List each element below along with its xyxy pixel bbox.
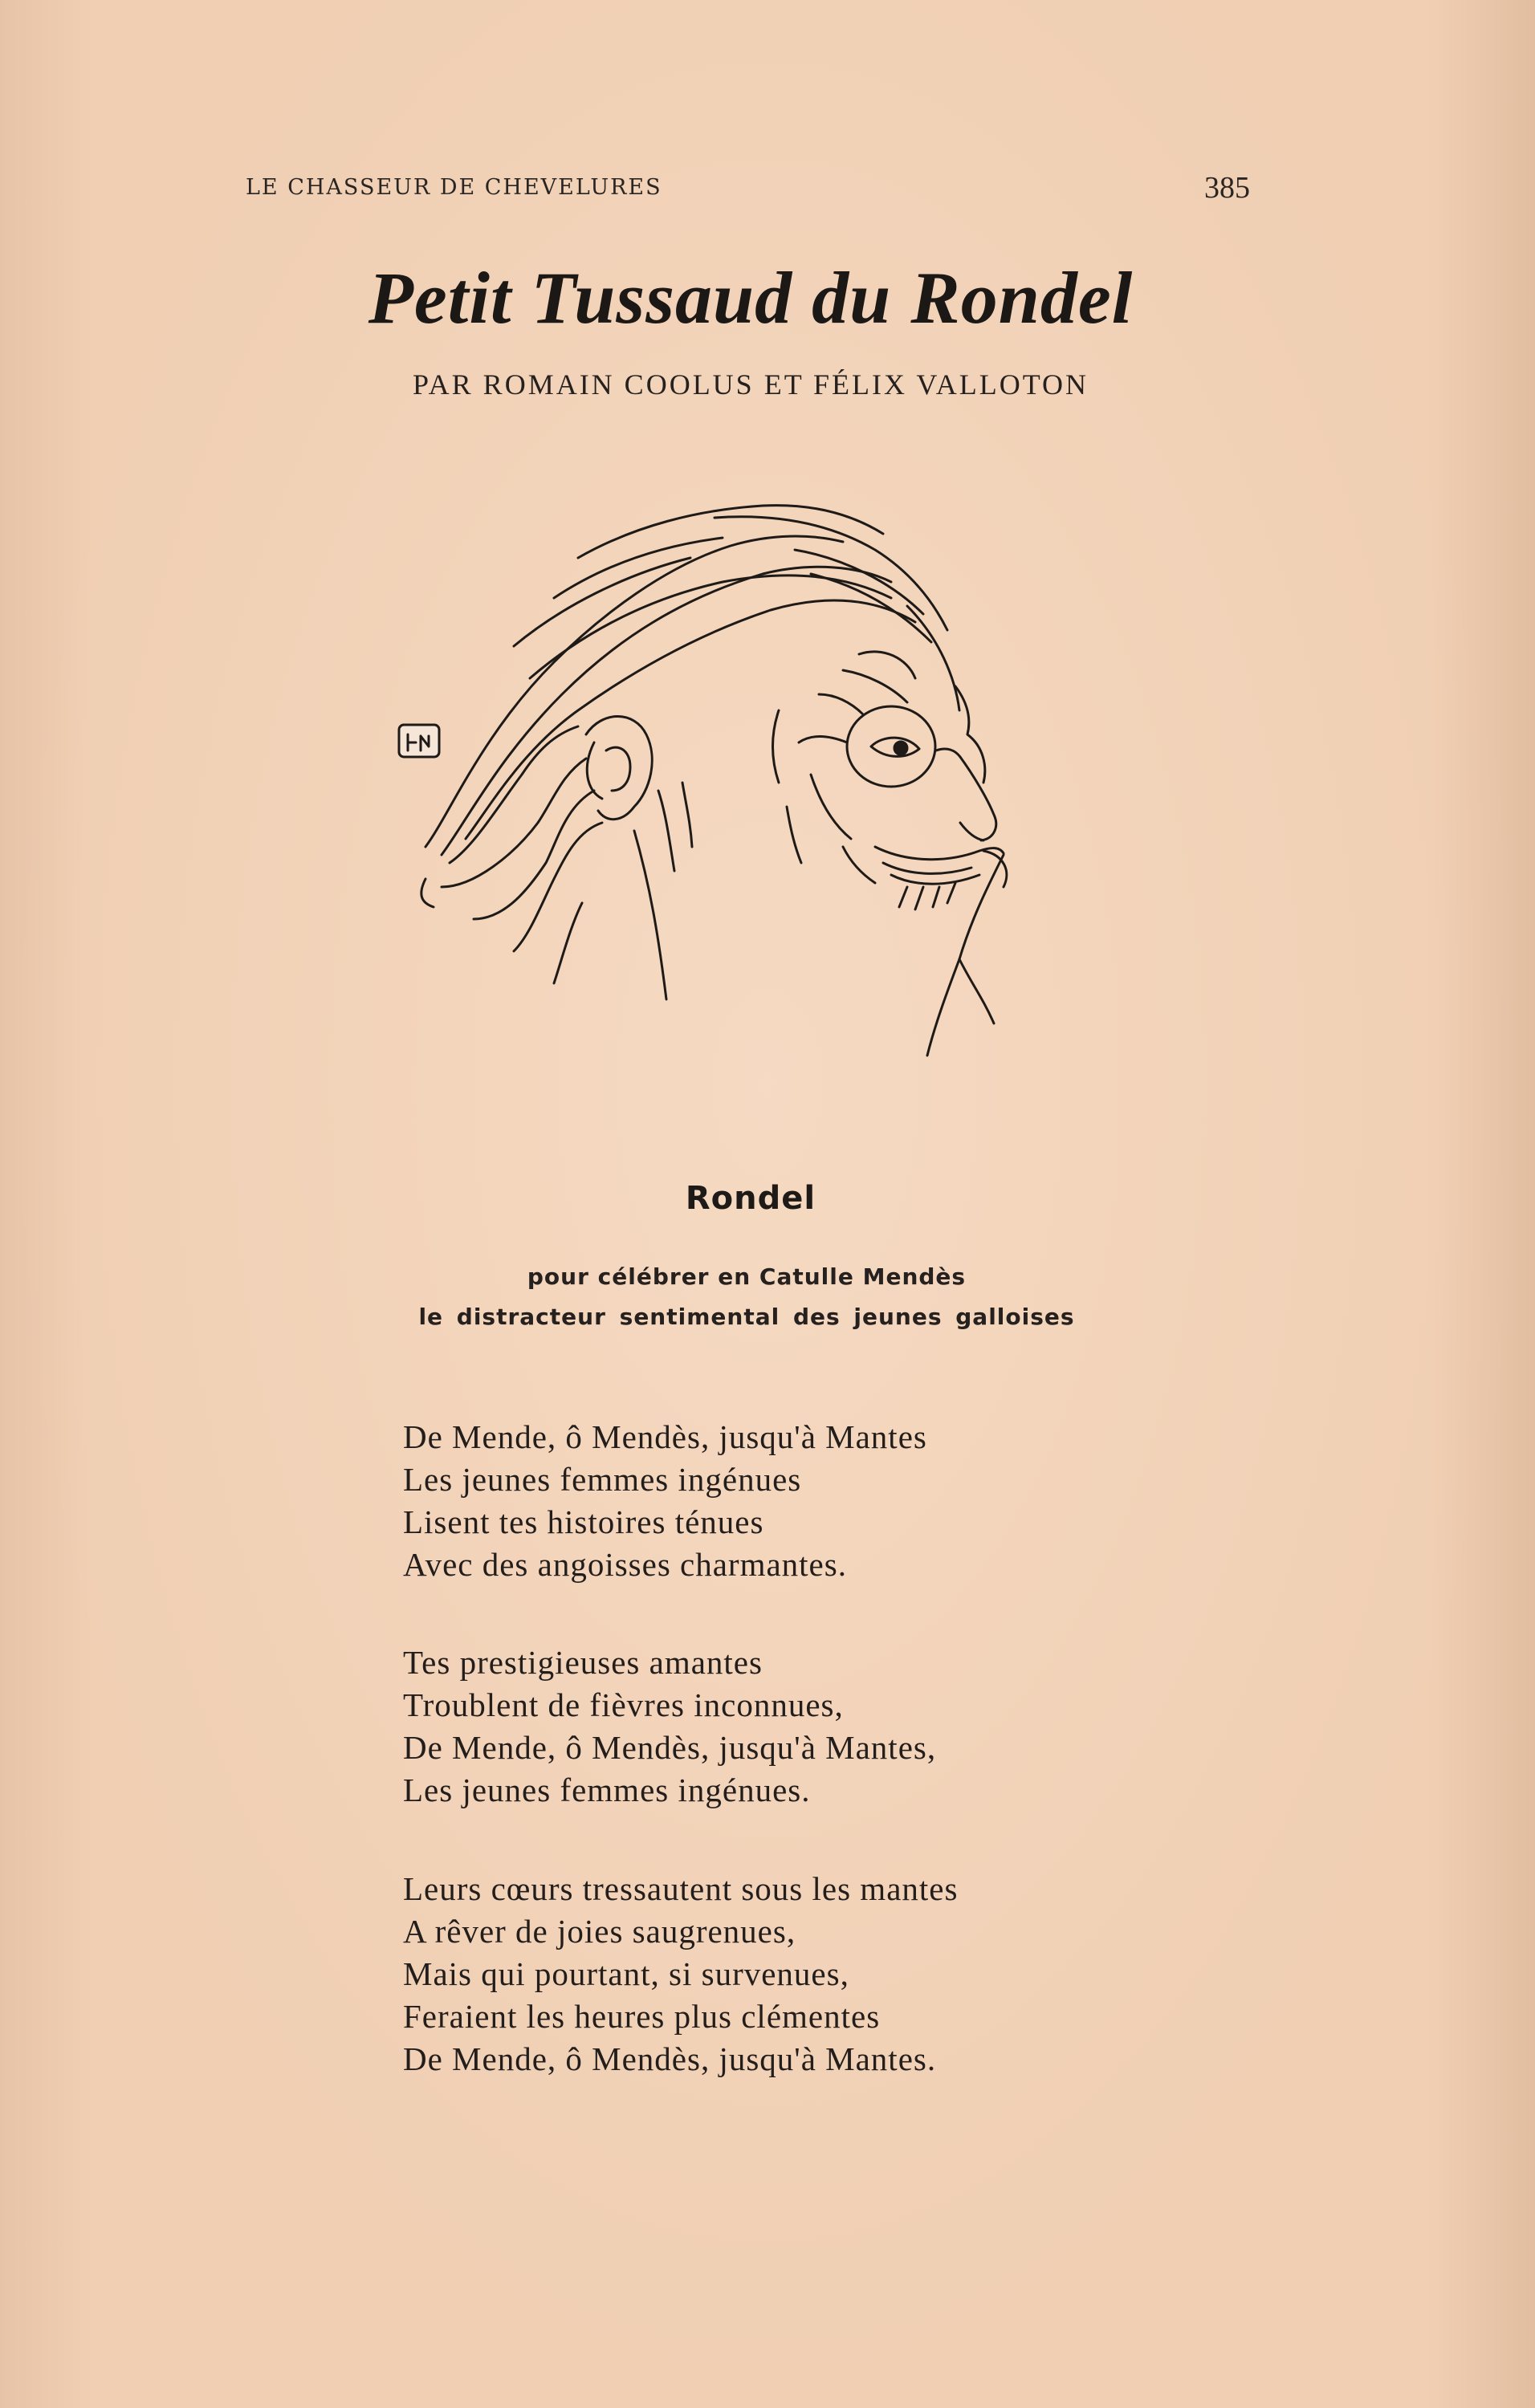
verse-line: Troublent de fièvres inconnues, (403, 1686, 844, 1723)
verse-line: De Mende, ô Mendès, jusqu'à Mantes (403, 1418, 927, 1455)
monogram-mark (399, 725, 439, 757)
poem-title: Rondel (685, 1180, 816, 1217)
verse-line: De Mende, ô Mendès, jusqu'à Mantes, (403, 1729, 937, 1766)
verse-line: Feraient les heures plus clémentes (403, 1998, 881, 2035)
article-title: Petit Tussaud du Rondel (368, 257, 1134, 339)
poem-stanza-3 (403, 1868, 958, 2081)
poem-dedication-line: le distracteur sentimental des jeunes galloises (418, 1304, 1075, 1330)
poem-dedication-line: pour célébrer en Catulle Mendès (527, 1263, 967, 1290)
verse-line: Mais qui pourtant, si survenues, (403, 1955, 849, 1992)
running-head: LE CHASSEUR DE CHEVELURES (246, 175, 662, 200)
verse-line: Les jeunes femmes ingénues. (403, 1771, 811, 1808)
verse-line: Les jeunes femmes ingénues (403, 1461, 802, 1498)
byline: PAR ROMAIN COOLUS ET FÉLIX VALLOTON (412, 368, 1089, 401)
verse-line: Tes prestigieuses amantes (403, 1644, 763, 1681)
verse-line: Leurs cœurs tressautent sous les mantes (403, 1870, 959, 1907)
verse-line: A rêver de joies saugrenues, (403, 1913, 796, 1950)
verse-line: Lisent tes histoires ténues (403, 1503, 764, 1540)
poem-stanza-1 (403, 1416, 927, 1586)
caricature-portrait-illustration (393, 470, 1100, 1080)
poem-stanza-2 (403, 1641, 936, 1812)
verse-line: Avec des angoisses charmantes. (403, 1546, 847, 1583)
page-number: 385 (1204, 171, 1250, 205)
verse-line: De Mende, ô Mendès, jusqu'à Mantes. (403, 2040, 937, 2077)
